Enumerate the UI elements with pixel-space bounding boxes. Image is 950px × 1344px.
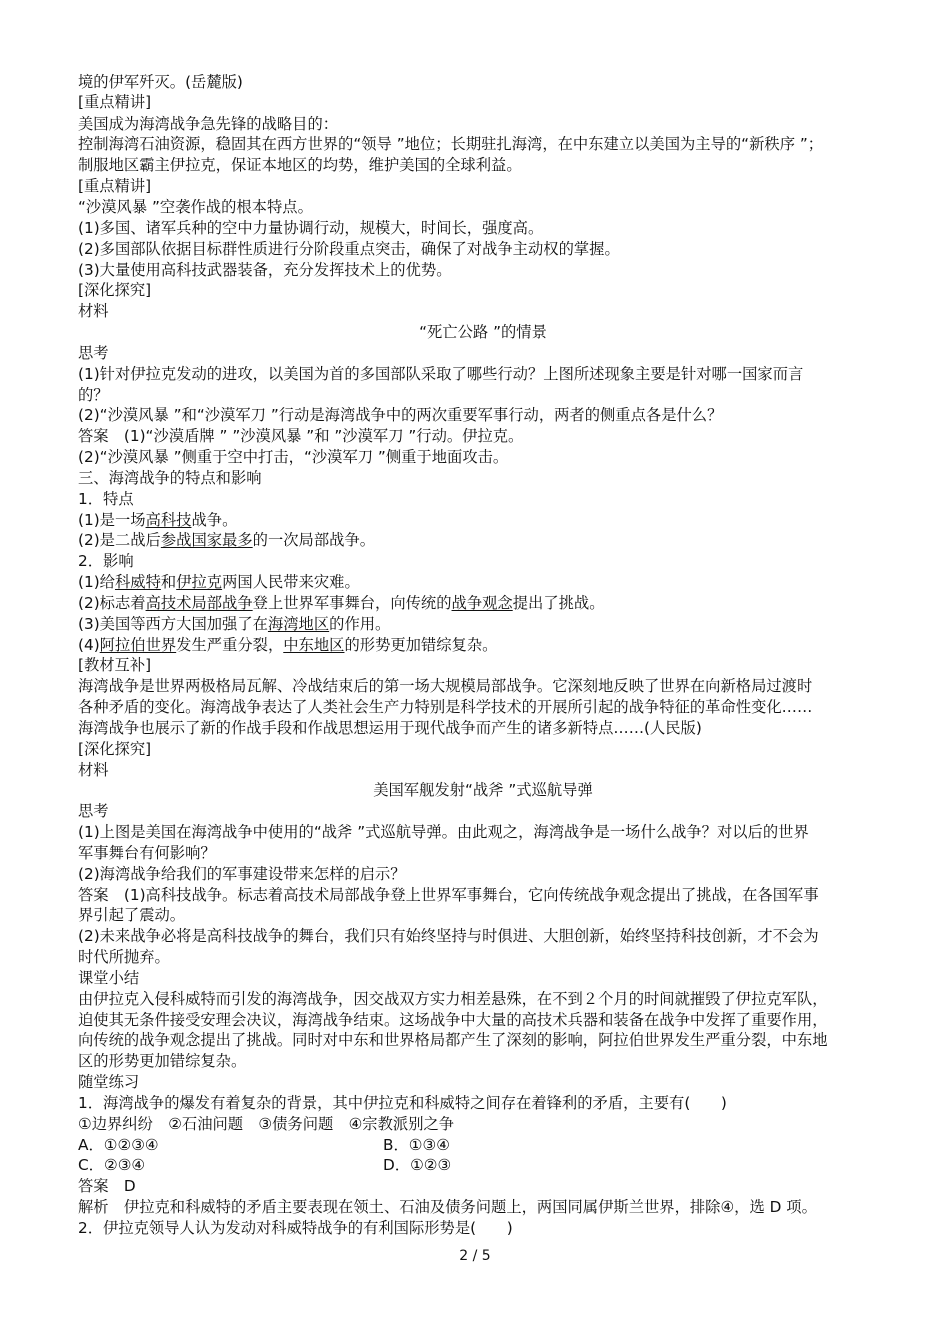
text-line: 制服地区霸主伊拉克，保证本地区的均势，维护美国的全球利益。 <box>78 156 522 174</box>
section-tag: [重点精讲] <box>78 93 152 111</box>
text-line: 的？ <box>78 386 109 404</box>
text-line: 境的伊军歼灭。(岳麓版) <box>78 73 243 91</box>
text-line: (2)“沙漠风暴 ”和“沙漠军刀 ”行动是海湾战争中的两次重要军事行动，两者的侧重点各是什么？ <box>78 406 723 424</box>
choice-a: A．①②③④ <box>78 1136 159 1154</box>
figure-caption: “死亡公路 ”的情景 <box>419 323 547 341</box>
text-line: 迫使其无条件接受安理会决议，海湾战争结束。这场战争中大量的高技术兵器和装备在战争中发挥了重要作用， <box>78 1011 828 1029</box>
section-tag: [教材互补] <box>78 656 152 674</box>
section-heading: 三、海湾战争的特点和影响 <box>78 469 262 487</box>
question-line: 1．海湾战争的爆发有着复杂的背景，其中伊拉克和科威特之间存在着锋利的矛盾，主要有( ) <box>78 1094 727 1112</box>
text-line: 军事舞台有何影响？ <box>78 844 216 862</box>
text-line: (1)上图是美国在海湾战争中使用的“战斧 ”式巡航导弹。由此观之，海湾战争是一场什么战争？对以后的世界 <box>78 823 809 841</box>
text-line: 各种矛盾的变化。海湾战争表达了人类社会生产力特别是科学技术的开展所引起的战争特征的革命性变化…… <box>78 698 813 716</box>
text-line: (2)标志着高技术局部战争登上世界军事舞台，向传统的战争观念提出了挑战。 <box>78 594 605 612</box>
text-line: 思考 <box>78 802 109 820</box>
subheading: 1．特点 <box>78 490 134 508</box>
text-line: (2)海湾战争给我们的军事建设带来怎样的启示？ <box>78 865 406 883</box>
text-line: 界引起了震动。 <box>78 906 186 924</box>
text-line: (2)多国部队依据目标群性质进行分阶段重点突击，确保了对战争主动权的掌握。 <box>78 240 620 258</box>
text-line: (2)是二战后参战国家最多的一次局部战争。 <box>78 531 376 549</box>
text-line: (1)给科威特和伊拉克两国人民带来灾难。 <box>78 573 360 591</box>
text-line: (1)针对伊拉克发动的进攻，以美国为首的多国部队采取了哪些行动？上图所述现象主要是针对哪一国家而言 <box>78 365 804 383</box>
text-line: 美国成为海湾战争急先锋的战略目的： <box>78 115 339 133</box>
text-line: (3)大量使用高科技武器装备，充分发挥技术上的优势。 <box>78 261 452 279</box>
question-line: 2．伊拉克领导人认为发动对科威特战争的有利国际形势是( ) <box>78 1219 513 1237</box>
section-heading: 随堂练习 <box>78 1073 140 1091</box>
text-line: 向传统的战争观念提出了挑战。同时对中东和世界格局都产生了深刻的影响，阿拉伯世界发生严重分裂，中东地 <box>78 1031 828 1049</box>
text-line: “沙漠风暴 ”空袭作战的根本特点。 <box>78 198 313 216</box>
text-line: 控制海湾石油资源，稳固其在西方世界的“领导 ”地位；长期驻扎海湾，在中东建立以美国为主导的“新秩序 ”； <box>78 135 824 153</box>
subheading: 2．影响 <box>78 552 134 570</box>
answer-line: 答案 (1)高科技战争。标志着高技术局部战争登上世界军事舞台，它向传统战争观念提出了挑战，在各国军事 <box>78 886 819 904</box>
text-line: 思考 <box>78 344 109 362</box>
text-line: 材料 <box>78 761 109 779</box>
text-line: (4)阿拉伯世界发生严重分裂，中东地区的形势更加错综复杂。 <box>78 636 498 654</box>
choice-row <box>78 1135 888 1155</box>
section-tag: [深化探究] <box>78 740 152 758</box>
choice-b: B．①③④ <box>383 1136 450 1154</box>
text-line: (3)美国等西方大国加强了在海湾地区的作用。 <box>78 615 391 633</box>
question-options-line: ①边界纠纷 ②石油问题 ③债务问题 ④宗教派别之争 <box>78 1115 455 1133</box>
text-line: 海湾战争也展示了新的作战手段和作战思想运用于现代战争而产生的诸多新特点……(人民版) <box>78 719 702 737</box>
section-heading: 课堂小结 <box>78 969 140 987</box>
text-line: (1)多国、诸军兵种的空中力量协调行动，规模大，时间长，强度高。 <box>78 219 544 237</box>
text-line: 时代所抛弃。 <box>78 948 170 966</box>
answer-line: 答案 (1)“沙漠盾牌 ” ”沙漠风暴 ”和 ”沙漠军刀 ”行动。伊拉克。 <box>78 427 524 445</box>
text-line: 材料 <box>78 302 109 320</box>
text-line: (2)未来战争必将是高科技战争的舞台，我们只有始终坚持与时俱进、大胆创新，始终坚持科技创新，才不会为 <box>78 927 819 945</box>
figure-caption: 美国军舰发射“战斧 ”式巡航导弹 <box>373 781 593 799</box>
section-tag: [重点精讲] <box>78 177 152 195</box>
choice-c: C．②③④ <box>78 1156 146 1174</box>
choice-row <box>78 1155 888 1175</box>
text-line: 海湾战争是世界两极格局瓦解、冷战结束后的第一场大规模局部战争。它深刻地反映了世界在向新格局过渡时 <box>78 677 813 695</box>
choice-d: D．①②③ <box>383 1156 452 1174</box>
answer-line: 答案 D <box>78 1177 136 1195</box>
analysis-line: 解析 伊拉克和科威特的矛盾主要表现在领土、石油及债务问题上，两国同属伊斯兰世界，排除④，选 D 项。 <box>78 1198 817 1216</box>
text-line: 区的形势更加错综复杂。 <box>78 1052 247 1070</box>
section-tag: [深化探究] <box>78 281 152 299</box>
text-line: 由伊拉克入侵科威特而引发的海湾战争，因交战双方实力相差悬殊，在不到２个月的时间就摧毁了伊拉克军队， <box>78 990 828 1008</box>
text-line: (1)是一场高科技战争。 <box>78 511 238 529</box>
page-number: 2 / 5 <box>459 1248 491 1264</box>
text-line: (2)“沙漠风暴 ”侧重于空中打击，“沙漠军刀 ”侧重于地面攻击。 <box>78 448 509 466</box>
